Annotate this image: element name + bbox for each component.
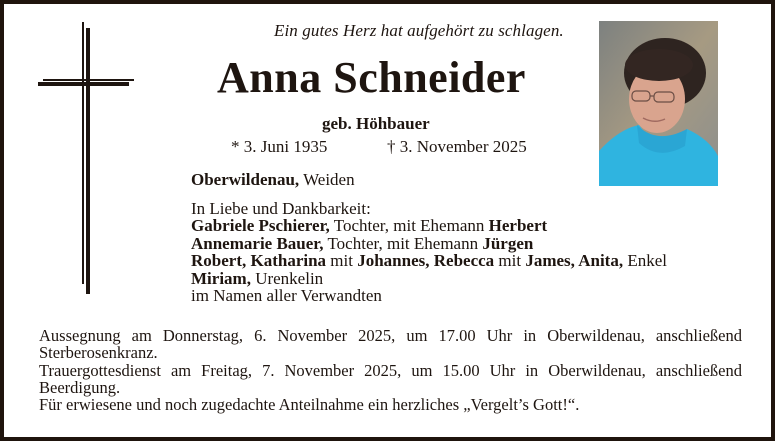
- relative-name: Jürgen: [482, 233, 534, 253]
- thanks-text: Für erwiesene und noch zugedachte Anteilnahme ein herzliches „Vergelt’s Gott!“.: [39, 395, 580, 415]
- relative-name: Annemarie Bauer,: [191, 233, 324, 253]
- relation-text: Tochter, mit Ehemann: [329, 216, 489, 236]
- location-town: Oberwildenau,: [191, 170, 300, 189]
- family-list: [191, 200, 667, 304]
- death-date: † 3. November 2025: [387, 137, 527, 156]
- deceased-name: Anna Schneider: [217, 53, 526, 102]
- service-trauergottesdienst-cont: Beerdigung.: [39, 377, 121, 397]
- birth-date: * 3. Juni 1935: [231, 137, 328, 156]
- relative-name: Herbert: [488, 216, 548, 236]
- relative-name: Robert, Katharina: [191, 251, 327, 271]
- motto: Ein gutes Herz hat aufgehört zu schlagen.: [274, 21, 564, 40]
- relation-text: Tochter, mit Ehemann: [323, 233, 483, 253]
- relative-name: Miriam,: [191, 268, 251, 288]
- family-line: [191, 252, 667, 269]
- service-trauergottesdienst: Trauergottesdienst am Freitag, 7. November 2025, um 15.00 Uhr in Oberwildenau, anschließend: [39, 360, 742, 380]
- family-line: [191, 235, 667, 252]
- maiden-name: geb. Höhbauer: [322, 114, 430, 133]
- service-aussegnung: Aussegnung am Donnerstag, 6. November 2025, um 17.00 Uhr in Oberwildenau, anschließend: [39, 326, 742, 345]
- location-region: Weiden: [303, 170, 355, 189]
- relation-text: mit: [326, 251, 358, 271]
- family-intro: In Liebe und Dankbarkeit:: [191, 199, 371, 218]
- service-aussegnung-cont: Sterberosenkranz.: [39, 343, 158, 363]
- relative-name: James, Anita,: [525, 251, 624, 271]
- relation-text: mit: [494, 251, 526, 271]
- relation-text: Urenkelin: [250, 268, 324, 288]
- relative-name: Gabriele Pschierer,: [191, 216, 330, 236]
- service-notice: [39, 327, 742, 413]
- relation-text: Enkel: [623, 251, 667, 271]
- relative-name: Johannes, Rebecca: [357, 251, 495, 271]
- portrait-photo: [599, 21, 718, 186]
- family-closing: im Namen aller Verwandten: [191, 286, 382, 306]
- location: [191, 170, 355, 190]
- family-line: [191, 217, 667, 234]
- family-line: [191, 270, 667, 287]
